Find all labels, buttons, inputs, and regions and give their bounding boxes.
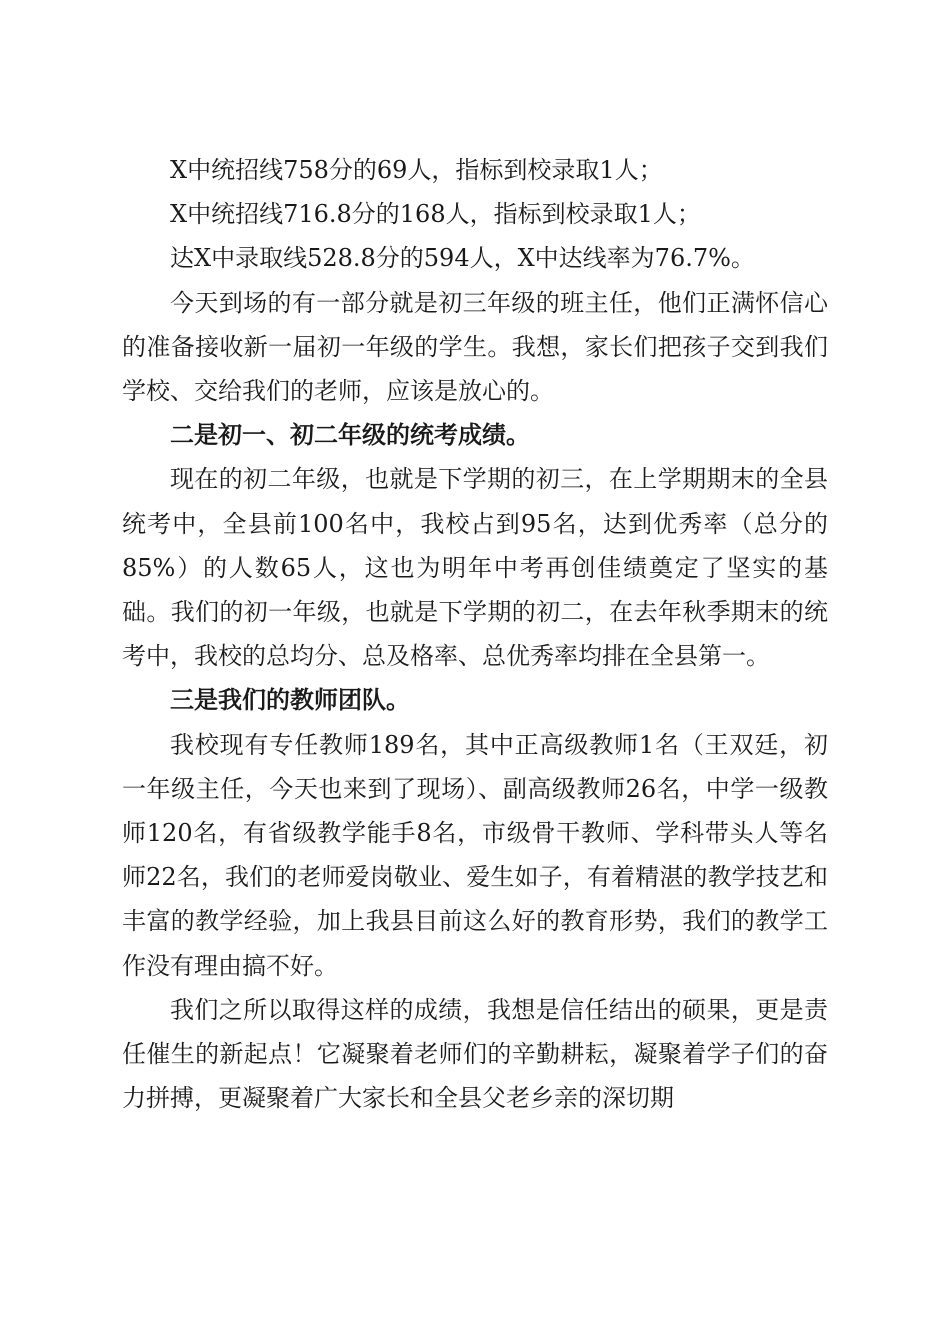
paragraph-teacher-team: 我校现有专任教师189名，其中正高级教师1名（王双廷，初一年级主任，今天也来到了现场）、副高级教师26名，中学一级教师120名，有省级教学能手8名，市级骨干教师、学科带头人等名师22名，我们的老师爱岗敬业、爱生如子，有着精湛的教学技艺和丰富的教学经验，加上我县目前这么好的教育形势，我们的教学工作没有理由搞不好。 — [122, 730, 828, 980]
paragraph-achievements: 我们之所以取得这样的成绩，我想是信任结出的硕果，更是责任催生的新起点！它凝聚着老师们的辛勤耕耘，凝聚着学子们的奋力拼搏，更凝聚着广大家长和全县父老乡亲的深切期 — [122, 995, 828, 1113]
document-body — [122, 148, 828, 1120]
section-heading-teacher-team: 三是我们的教师团队。 — [170, 685, 410, 715]
paragraph-score-line-758: X中统招线758分的69人，指标到校录取1人； — [170, 156, 663, 184]
section-heading-exam-results: 二是初一、初二年级的统考成绩。 — [170, 420, 530, 450]
paragraph-score-line-716: X中统招线716.8分的168人，指标到校录取1人； — [170, 200, 701, 229]
paragraph-admission-rate: 达X中录取线528.8分的594人，X中达线率为76.7%。 — [170, 244, 755, 273]
paragraph-homeroom-teachers: 今天到场的有一部分就是初三年级的班主任，他们正满怀信心的准备接收新一届初一年级的学生。我想，家长们把孩子交到我们学校、交给我们的老师，应该是放心的。 — [122, 288, 828, 406]
paragraph-exam-results: 现在的初二年级，也就是下学期的初三，在上学期期末的全县统考中，全县前100名中，我校占到95名，达到优秀率（总分的85%）的人数65人，这也为明年中考再创佳绩奠定了坚实的基础。我们的初一年级，也就是下学期的初二，在去年秋季期末的统考中，我校的总均分、总及格率、总优秀率均排在全县第一。 — [122, 465, 828, 671]
